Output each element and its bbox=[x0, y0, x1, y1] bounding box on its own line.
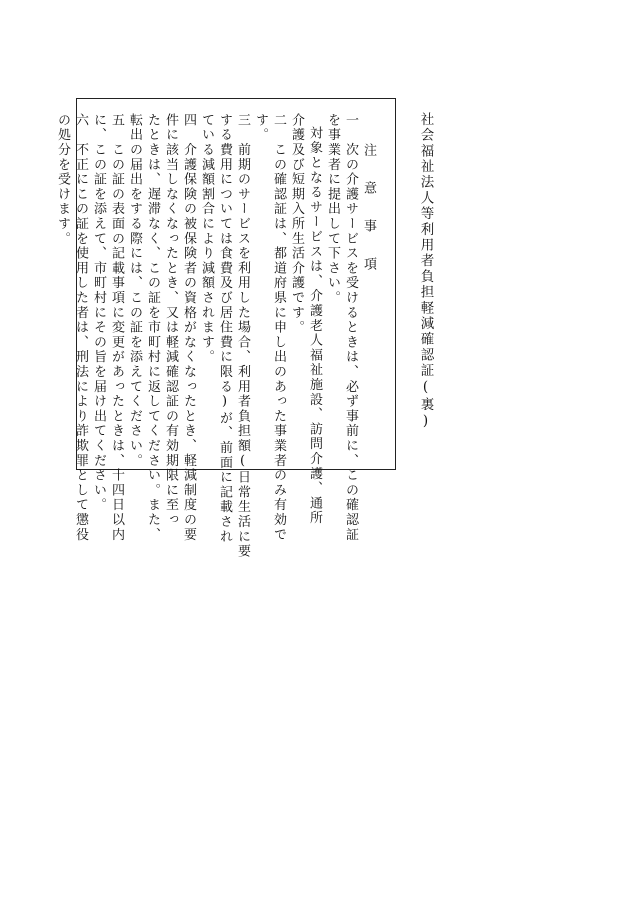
notice-line-15: に、この証を添えて、市町村にその旨を届け出てください。 bbox=[91, 113, 106, 513]
notice-line-4: 介護及び短期入所生活介護です。 bbox=[289, 113, 304, 335]
notice-line-2: を事業者に提出して下さい。 bbox=[325, 113, 340, 306]
notice-text bbox=[55, 113, 376, 559]
notice-line-10: 四 介護保険の被保険者の資格がなくなったとき、軽減制度の要 bbox=[181, 113, 196, 543]
notice-line-17: の処分を受けます。 bbox=[55, 113, 70, 247]
notice-line-14: 五 この証の表面の記載事項に変更があったときは、十四日以内 bbox=[109, 113, 124, 543]
notice-line-5: 二 この確認証は、都道府県に申し出のあった事業者のみ有効で bbox=[271, 113, 286, 543]
notice-line-7: 三 前期のサービスを利用した場合、利用者負担額(日常生活に要 bbox=[235, 113, 250, 559]
notice-line-9: ている減額割合により減額されます。 bbox=[199, 113, 214, 365]
notice-line-11: 件に該当しなくなったとき、又は軽減確認証の有効期限に至っ bbox=[163, 113, 178, 528]
notice-line-1: 一 次の介護サービスを受けるときは、必ず事前に、この確認証 bbox=[343, 113, 358, 543]
notice-line-6: す。 bbox=[253, 113, 268, 143]
notice-line-8: する費用については食費及び居住費に限る)が、前面に記載され bbox=[217, 113, 232, 545]
notice-line-13: 転出の届出をする際には、この証を添えてください。 bbox=[127, 113, 142, 469]
notice-line-16: 六 不正にこの証を使用した者は、刑法により詐欺罪として懲役 bbox=[73, 113, 88, 543]
notice-line-3: 対象となるサービスは、介護老人福祉施設、訪問介護、通所 bbox=[307, 126, 322, 526]
document-title: 社会福祉法人等利用者負担軽減確認証(裏) bbox=[417, 112, 434, 431]
notice-heading: 注 意 事 項 bbox=[361, 143, 376, 275]
notice-line-12: たときは、遅滞なく、この証を市町村に返してください。また、 bbox=[145, 113, 160, 543]
notice-box bbox=[55, 98, 396, 559]
